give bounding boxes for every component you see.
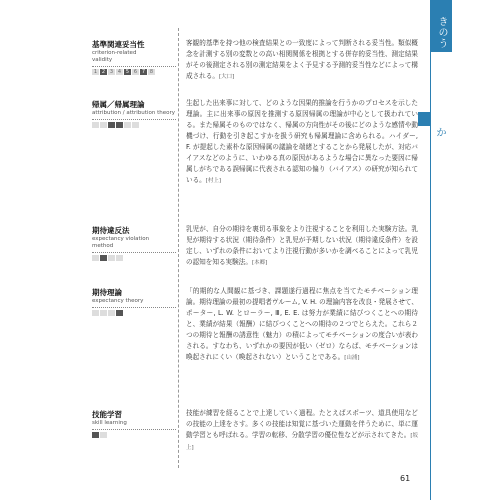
entry-term-block [92, 100, 178, 128]
citation: [村上] [205, 178, 222, 184]
number-cell [132, 122, 139, 128]
number-cell: 4 [117, 69, 122, 75]
term-english: method [92, 243, 114, 249]
number-cell [100, 255, 107, 261]
entry-body [186, 408, 418, 454]
body-text: 乳児が、自分の期待を裏切る事象をより注視することを利用した実験方法。乳児が期待する状況（期待条件）と乳児が予期しない状況（期待違反条件）を設定し、いずれの条件においてより注視行動が多いかを調べることによって乳児の認知を知る実験法。 [186, 225, 418, 266]
number-cell [100, 310, 107, 316]
index-letter: か [436, 128, 447, 139]
citation: [大口] [218, 74, 235, 80]
term-english: validity [92, 57, 113, 63]
number-cell: 1 [93, 69, 98, 75]
entry-term-block [92, 410, 178, 438]
number-cell: 8 [149, 69, 154, 75]
number-cell: 7 [141, 69, 146, 75]
number-cell [108, 255, 115, 261]
body-text: 生起した出来事に対して、どのような因果的推論を行うかのプロセスを示した理論。主に出来事の原因を推測する原因帰属の理論が中心として扱われている。また帰属そのものではなく、帰属の方向性がその後にどのような感情や動機づけ、行動を引き起こすかを扱う研究も帰属理論に含められる。ハイダー, F. が提起した素朴な原因帰属の議論を端緒とすることから発展したが、対応バイアスなどのように、いわゆる真の原因があるような場合に異なった要因に帰属しがちである誤帰属に代表される認知の偏り（バイアス）の研究が知られている。 [186, 99, 418, 184]
term-english: expectancy violation [92, 236, 150, 242]
number-strip [92, 122, 178, 128]
term-title: 期待理論 [92, 288, 122, 297]
number-cell [100, 122, 107, 128]
term-rule [92, 252, 176, 253]
number-strip [92, 255, 178, 261]
term-rule [92, 307, 176, 308]
citation: [本郷] [251, 260, 268, 266]
number-strip [92, 310, 178, 316]
entry-body [186, 38, 418, 83]
body-text: 技能が練習を経ることで上達していく過程。たとえばスポーツ、道具使用などの技能の上達をさす。多くの技能は知覚に基づいた運動を伴うために、単に運動学習とも呼ばれる。学習の転移、分散学習の優位性などが示されてきた。 [186, 409, 418, 439]
number-cell [92, 432, 99, 438]
body-text: 「的期的な人間観に基づき、課題遂行過程に焦点を当てたモチベーション理論。期待理論の最初の提唱者ヴルーム, V. H. の理論内容を改良・発展させて、ポーター, L. W. とローラー, Ⅲ, E. E. は努力が業績に結びつくことへの期待と、業績が結果（報酬）に結びつくことへの期待の２つでとらえた。これら２つの期待と報酬の誘意性（魅力）の積によってモチベーションの度合いが表わされる。すなわち、いずれかの要因が低い（ゼロ）ならば、モチベーションは喚起されにくい（喚起されない）ということである。 [186, 287, 418, 361]
entry-term-block [92, 288, 178, 316]
citation: [山浦] [344, 355, 360, 361]
number-strip [92, 432, 178, 438]
number-cell: 5 [125, 69, 130, 75]
number-cell [108, 310, 115, 316]
number-cell [92, 122, 99, 128]
term-title: 期待違反法 [92, 226, 130, 235]
number-cell: 2 [101, 69, 106, 75]
term-english: attribution / attribution theory [92, 110, 175, 116]
number-cell [108, 122, 115, 128]
number-cell [92, 255, 99, 261]
term-rule [92, 119, 176, 120]
citation: [坂上] [186, 433, 418, 451]
number-strip [92, 69, 178, 75]
number-cell [116, 310, 123, 316]
entry-term-block [92, 40, 178, 75]
term-title: 基準関連妥当性 [92, 40, 145, 49]
term-english: skill learning [92, 420, 127, 426]
number-cell [100, 432, 107, 438]
term-rule [92, 66, 176, 67]
entry-body [186, 98, 418, 187]
side-tab-strip [430, 0, 453, 500]
term-title: 技能学習 [92, 410, 122, 419]
number-cell [92, 310, 99, 316]
entry-body [186, 224, 418, 269]
column-divider [178, 28, 179, 468]
number-cell: 6 [133, 69, 138, 75]
page-number: 61 [400, 474, 411, 483]
number-cell [116, 122, 123, 128]
term-title: 帰属／帰属理論 [92, 100, 145, 109]
number-cell [116, 255, 123, 261]
term-rule [92, 429, 176, 430]
entry-term-block [92, 226, 178, 261]
term-english: expectancy theory [92, 298, 144, 304]
index-tab: きのうか [431, 0, 452, 52]
body-text: 客観的基準を持つ他の検査結果との一致度によって判断される妥当性。類似概念を計測する別の変数との高い相関関係を根拠とする併存的妥当性、測定結果がその後測定される別の測定結果をよく予見する予測的妥当性などによって構成される。 [186, 39, 418, 80]
index-marker [418, 112, 430, 126]
number-cell [124, 122, 131, 128]
entry-body [186, 286, 418, 364]
term-english: criterion-related [92, 50, 137, 56]
number-cell: 3 [109, 69, 114, 75]
